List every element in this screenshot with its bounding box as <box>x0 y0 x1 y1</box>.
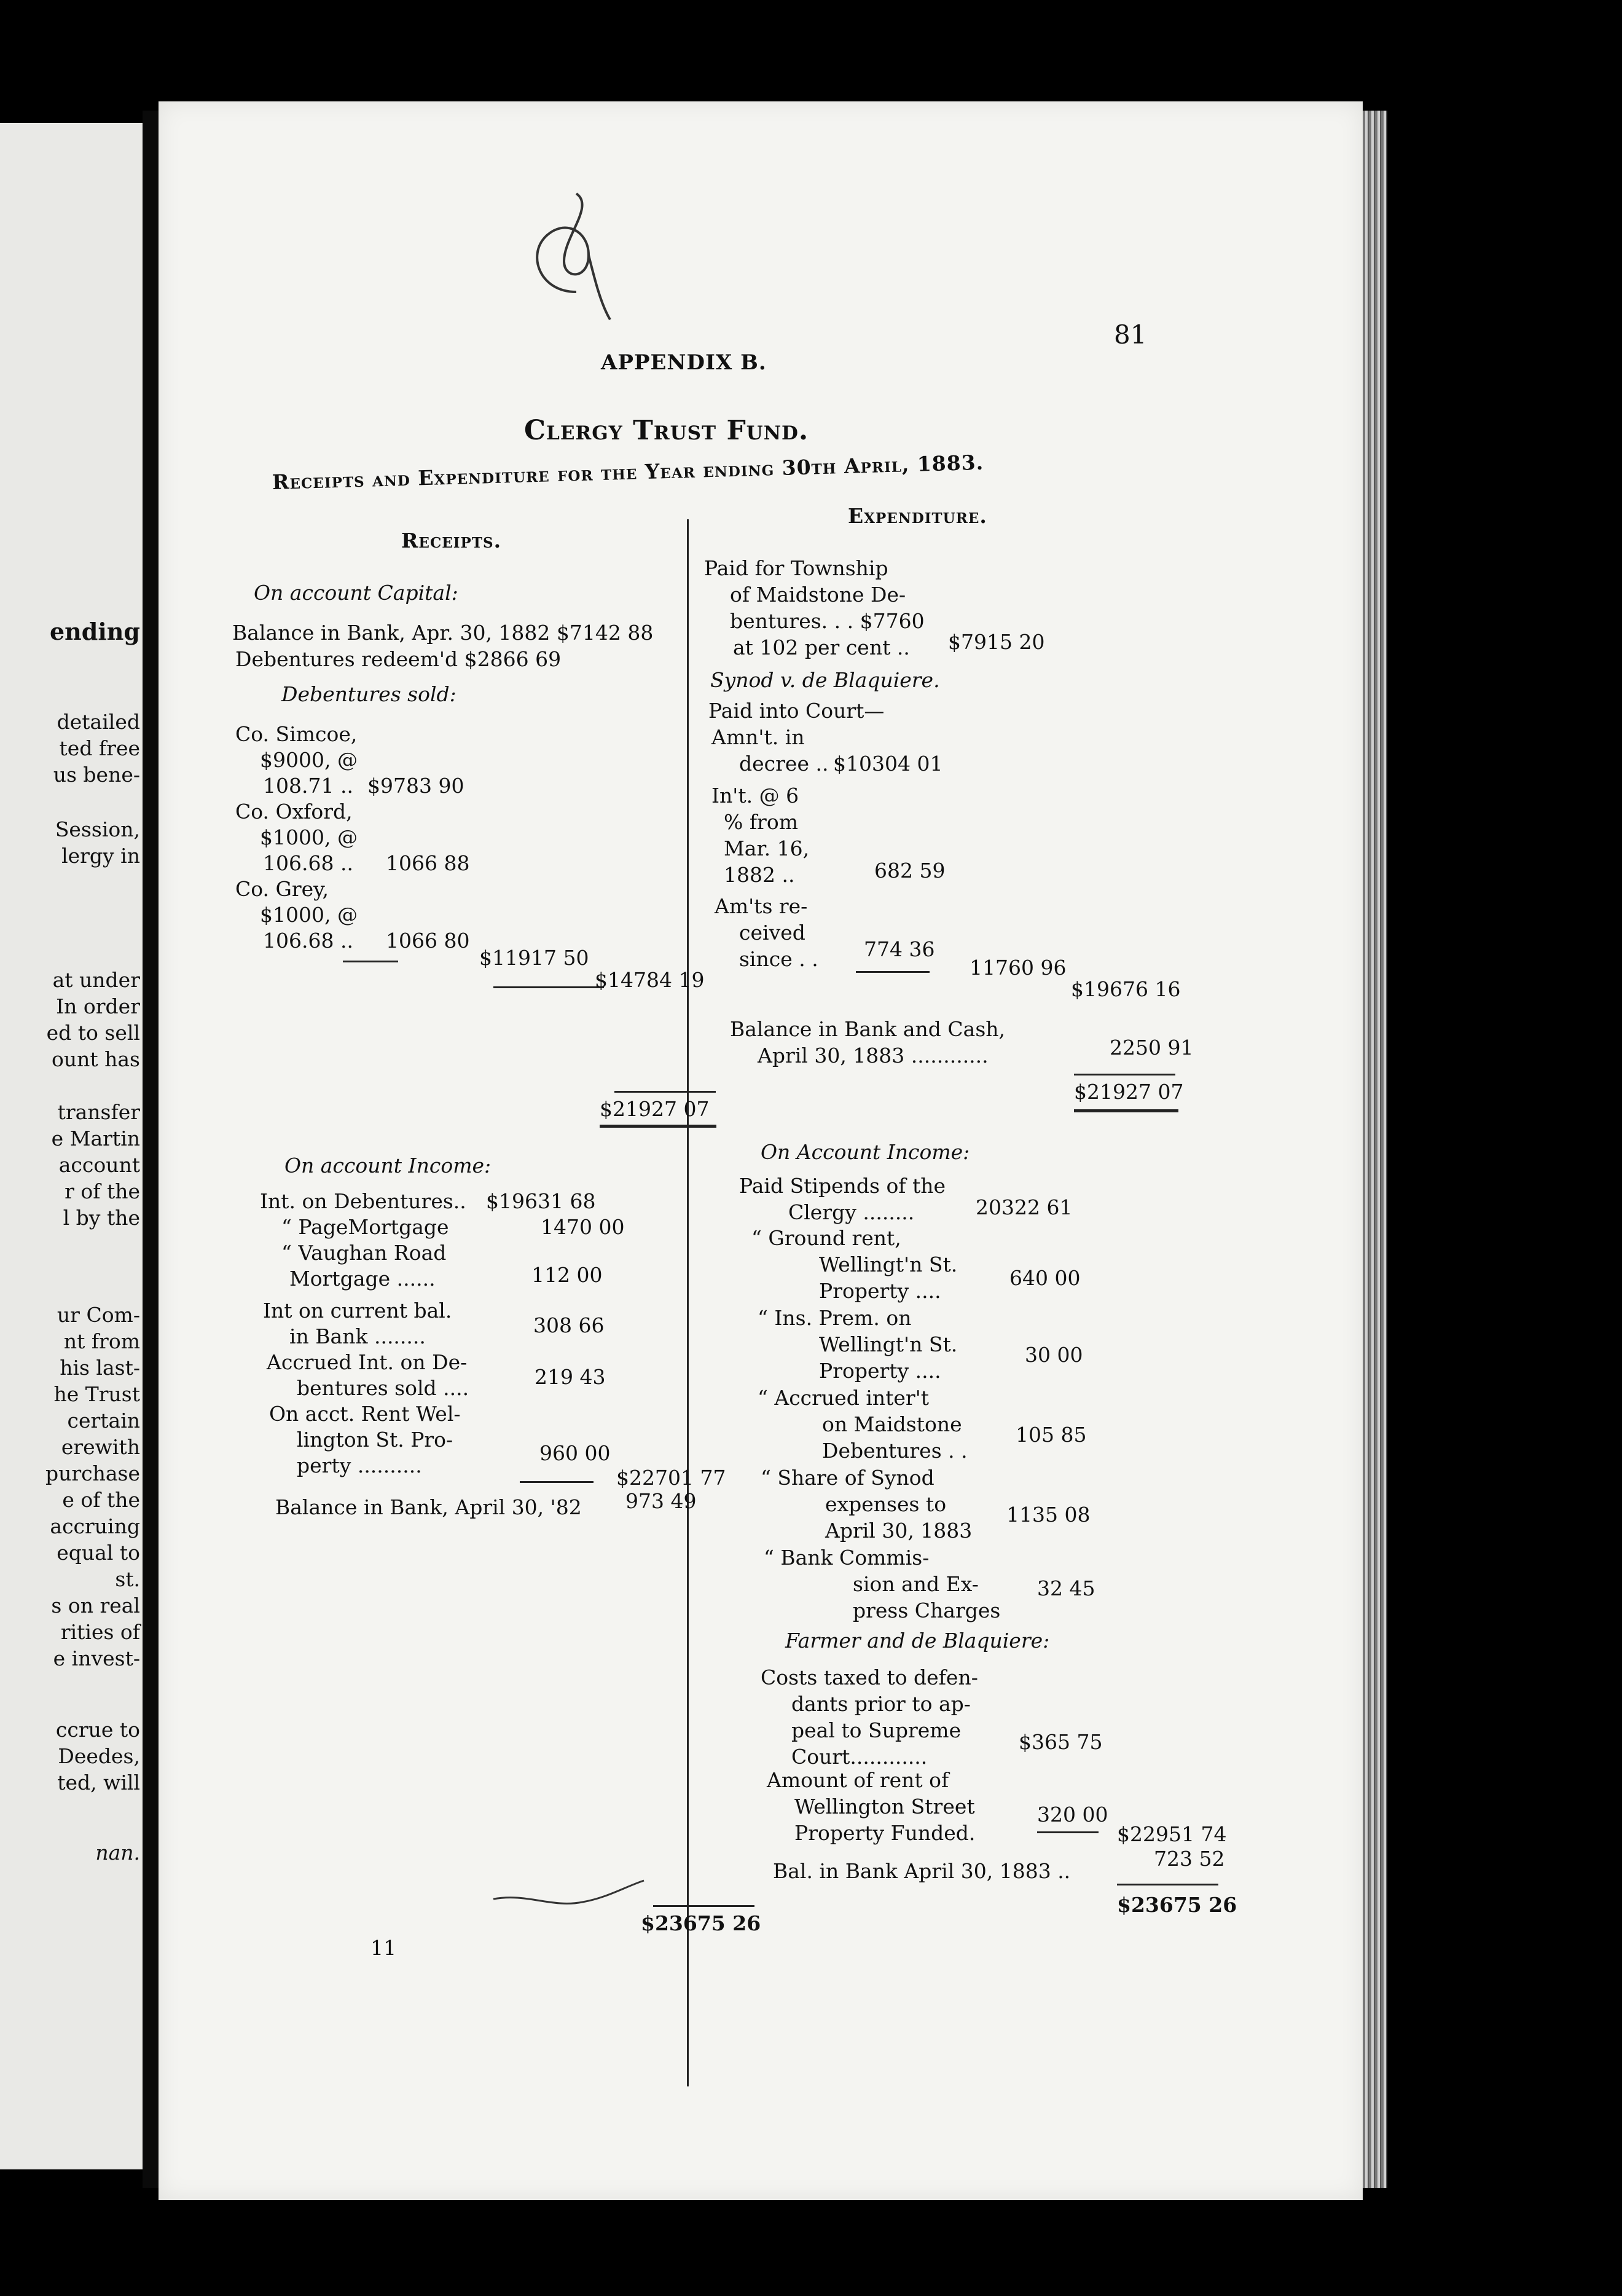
rent-label: lington St. Pro- <box>297 1428 453 1452</box>
simcoe-label: 108.71 .. <box>263 774 353 798</box>
accrued-interest-label: on Maidstone <box>822 1412 962 1436</box>
income-rule <box>520 1481 594 1483</box>
accrued-amount: 219 43 <box>535 1365 606 1389</box>
total-rule <box>600 1125 716 1128</box>
capital-expenditure-subtotal: $19676 16 <box>1071 977 1181 1001</box>
int-debentures-amount: $19631 68 <box>486 1189 596 1213</box>
left-page-line: nan. <box>95 1841 140 1865</box>
grand-total-rule <box>1117 1884 1218 1885</box>
rent-funded-label: Wellington Street <box>794 1795 975 1818</box>
left-page-line: account <box>58 1153 140 1177</box>
left-page-line: In order <box>56 994 140 1018</box>
balance-1883-label: Bal. in Bank April 30, 1883 .. <box>773 1859 1071 1883</box>
accrued-label: bentures sold .... <box>297 1376 469 1400</box>
ground-rent-amount: 640 00 <box>1009 1266 1081 1290</box>
costs-label: Costs taxed to defen- <box>761 1665 978 1689</box>
left-page-line: he Trust <box>53 1382 140 1406</box>
left-page-line: rities of <box>60 1620 140 1644</box>
stipends-label: Paid Stipends of the <box>739 1174 946 1198</box>
receipts-heading: Receipts. <box>401 529 502 552</box>
column-divider <box>687 519 689 2086</box>
left-page-line: purchase <box>45 1461 140 1485</box>
interest-label: Mar. 16, <box>724 836 810 860</box>
int-current-amount: 308 66 <box>533 1313 605 1337</box>
synod-share-amount: 1135 08 <box>1006 1503 1091 1527</box>
int-current-label: Int on current bal. <box>263 1299 452 1323</box>
decree-amount: $10304 01 <box>833 752 943 776</box>
balance-cash-label: Balance in Bank and Cash, <box>730 1017 1006 1041</box>
insurance-amount: 30 00 <box>1025 1343 1083 1367</box>
maidstone-label: bentures. . . $7760 <box>730 609 925 633</box>
balance-1883-amount: 723 52 <box>1154 1847 1225 1871</box>
page-mortgage-label: “ PageMortgage <box>281 1215 449 1239</box>
balance-cash-amount: 2250 91 <box>1110 1036 1194 1060</box>
income-rule <box>1037 1831 1099 1833</box>
interest-label: % from <box>724 810 798 834</box>
rent-label: perty .......... <box>297 1453 422 1477</box>
expenditure-income-subtotal: $22951 74 <box>1117 1822 1227 1846</box>
left-page-line: ccrue to <box>55 1718 140 1742</box>
costs-label: Court............ <box>791 1745 928 1769</box>
income-subtotal: $22701 77 <box>616 1466 726 1490</box>
left-page-line: ending <box>49 618 140 645</box>
court-rule <box>856 971 930 973</box>
expenditure-capital-total: $21927 07 <box>1074 1080 1184 1104</box>
book-gutter <box>143 111 159 2188</box>
costs-label: dants prior to ap- <box>791 1692 971 1716</box>
left-page-line: nt from <box>63 1329 140 1353</box>
insurance-label: Wellingt'n St. <box>819 1332 958 1356</box>
left-page-line: ted, will <box>57 1771 140 1795</box>
balance-cash-label: April 30, 1883 ............ <box>758 1044 989 1067</box>
received-label: since . . <box>739 947 818 971</box>
rent-funded-label: Amount of rent of <box>767 1768 949 1792</box>
left-page-line: e of the <box>62 1488 140 1512</box>
ground-rent-label: Wellingt'n St. <box>819 1252 958 1276</box>
interest-label: 1882 .. <box>724 863 795 887</box>
received-label: ceived <box>739 921 805 945</box>
int-debentures-label: Int. on Debentures.. <box>260 1189 466 1213</box>
maidstone-label: of Maidstone De- <box>730 583 906 607</box>
total-rule <box>614 1091 716 1093</box>
received-label: Am'ts re- <box>715 894 808 918</box>
costs-label: peal to Supreme <box>791 1718 962 1742</box>
grey-label: Co. Grey, <box>235 877 329 901</box>
debentures-sold-heading: Debentures sold: <box>281 682 456 706</box>
synod-share-label: “ Share of Synod <box>761 1466 934 1490</box>
stipends-label: Clergy ........ <box>788 1200 915 1224</box>
subtotal-rule <box>493 986 604 988</box>
bank-commission-label: “ Bank Commis- <box>764 1546 930 1570</box>
left-page-line: accruing <box>50 1514 140 1538</box>
left-page-line: ed to sell <box>46 1021 140 1045</box>
left-page-line: Deedes, <box>58 1744 140 1768</box>
capital-total: $21927 07 <box>600 1097 710 1121</box>
appendix-heading: APPENDIX B. <box>601 350 767 375</box>
court-label: decree .. <box>739 752 829 776</box>
total-rule <box>1074 1109 1178 1112</box>
accrued-interest-amount: 105 85 <box>1016 1423 1087 1447</box>
farmer-heading: Farmer and de Blaquiere: <box>785 1629 1050 1653</box>
vaughan-label: “ Vaughan Road <box>281 1241 447 1265</box>
left-page-line: s on real <box>51 1594 140 1618</box>
insurance-label: “ Ins. Prem. on <box>758 1306 912 1330</box>
left-page-line: l by the <box>63 1206 140 1230</box>
simcoe-label: $9000, @ <box>260 748 358 772</box>
left-page-line: detailed <box>57 710 140 734</box>
left-page-line: at under <box>52 968 140 992</box>
costs-amount: $365 75 <box>1019 1730 1103 1754</box>
subtotal-rule <box>343 961 398 962</box>
accrued-interest-label: Debentures . . <box>822 1439 968 1463</box>
oxford-label: 106.68 .. <box>263 851 353 875</box>
rent-amount: 960 00 <box>539 1441 611 1465</box>
capital-subtotal-1: $11917 50 <box>479 946 589 970</box>
accrued-interest-label: “ Accrued inter't <box>758 1386 930 1410</box>
grey-label: $1000, @ <box>260 903 358 927</box>
left-page-line: certain <box>67 1409 140 1433</box>
grand-total-rule <box>653 1905 754 1907</box>
capital-subtotal-2: $14784 19 <box>595 968 705 992</box>
interest-amount: 682 59 <box>874 859 946 883</box>
balance-1882-line: Balance in Bank, April 30, '82 <box>275 1495 582 1519</box>
bank-commission-amount: 32 45 <box>1037 1576 1095 1600</box>
left-page-line: his last- <box>60 1356 140 1380</box>
court-label: Amn't. in <box>711 725 805 749</box>
page-mortgage-amount: 1470 00 <box>541 1215 625 1239</box>
insurance-label: Property .... <box>819 1359 941 1383</box>
stipends-amount: 20322 61 <box>976 1195 1073 1219</box>
simcoe-amount: $9783 90 <box>367 774 464 798</box>
rent-label: On acct. Rent Wel- <box>269 1402 461 1426</box>
rent-funded-label: Property Funded. <box>794 1821 976 1845</box>
left-page-line: erewith <box>61 1435 140 1459</box>
expenditure-grand-total: $23675 26 <box>1117 1893 1237 1917</box>
page-number: 81 <box>1114 320 1147 350</box>
rent-funded-amount: 320 00 <box>1037 1803 1108 1826</box>
balance-1882-amount: 973 49 <box>625 1489 697 1513</box>
left-page-line: lergy in <box>61 844 140 868</box>
synod-heading: Synod v. de Blaquiere. <box>710 668 940 692</box>
debentures-redeemed: Debentures redeem'd $2866 69 <box>235 647 562 671</box>
court-label: Paid into Court— <box>708 699 885 723</box>
oxford-amount: 1066 88 <box>386 851 470 875</box>
receipts-grand-total: $23675 26 <box>641 1911 761 1935</box>
left-page-line: ount has <box>52 1047 140 1071</box>
left-page-line: transfer <box>57 1100 140 1124</box>
grey-label: 106.68 .. <box>263 929 353 953</box>
synod-share-label: expenses to <box>825 1492 947 1516</box>
income-heading: On account Income: <box>284 1154 492 1177</box>
left-page-line: us bene- <box>53 763 140 787</box>
page-title: Clergy Trust Fund. <box>524 415 809 446</box>
handwritten-mark <box>490 1874 650 1917</box>
expenditure-income-heading: On Account Income: <box>761 1140 970 1164</box>
ground-rent-label: Property .... <box>819 1279 941 1303</box>
left-page-line: r of the <box>65 1179 140 1203</box>
total-rule <box>1074 1074 1175 1075</box>
page-subtitle: Receipts and Expenditure for the Year ending 30th April, 1883. <box>272 450 984 494</box>
ground-rent-label: “ Ground rent, <box>751 1226 901 1250</box>
received-amount: 774 36 <box>864 937 935 961</box>
right-page <box>159 101 1363 2200</box>
capital-heading: On account Capital: <box>254 581 458 605</box>
oxford-label: Co. Oxford, <box>235 800 353 824</box>
sheet-number: 11 <box>370 1936 396 1960</box>
left-page-line: Session, <box>55 817 140 841</box>
expenditure-heading: Expenditure. <box>848 504 987 528</box>
left-page-line: ted free <box>59 736 140 760</box>
left-page-line: ur Com- <box>57 1303 140 1327</box>
synod-share-label: April 30, 1883 <box>825 1519 973 1543</box>
left-facing-page <box>0 123 143 2169</box>
maidstone-label: at 102 per cent .. <box>733 635 910 659</box>
bank-commission-label: press Charges <box>853 1598 1001 1622</box>
court-total: 11760 96 <box>970 956 1067 980</box>
left-page-line: e Martin <box>51 1126 140 1150</box>
interest-label: In't. @ 6 <box>711 784 799 808</box>
left-page-line: st. <box>115 1567 140 1591</box>
grey-amount: 1066 80 <box>386 929 470 953</box>
vaughan-label: Mortgage ...... <box>289 1267 436 1291</box>
maidstone-label: Paid for Township <box>704 556 888 580</box>
vaughan-amount: 112 00 <box>531 1263 603 1287</box>
oxford-label: $1000, @ <box>260 825 358 849</box>
handwritten-mark <box>503 187 625 323</box>
simcoe-label: Co. Simcoe, <box>235 722 358 746</box>
int-current-label: in Bank ........ <box>289 1324 426 1348</box>
accrued-label: Accrued Int. on De- <box>267 1350 468 1374</box>
left-page-line: e invest- <box>53 1646 140 1670</box>
page-edges <box>1363 111 1387 2188</box>
left-page-line: equal to <box>57 1541 140 1565</box>
balance-1882: Balance in Bank, Apr. 30, 1882 $7142 88 <box>232 621 654 645</box>
bank-commission-label: sion and Ex- <box>853 1572 979 1596</box>
maidstone-amount: $7915 20 <box>948 630 1045 654</box>
